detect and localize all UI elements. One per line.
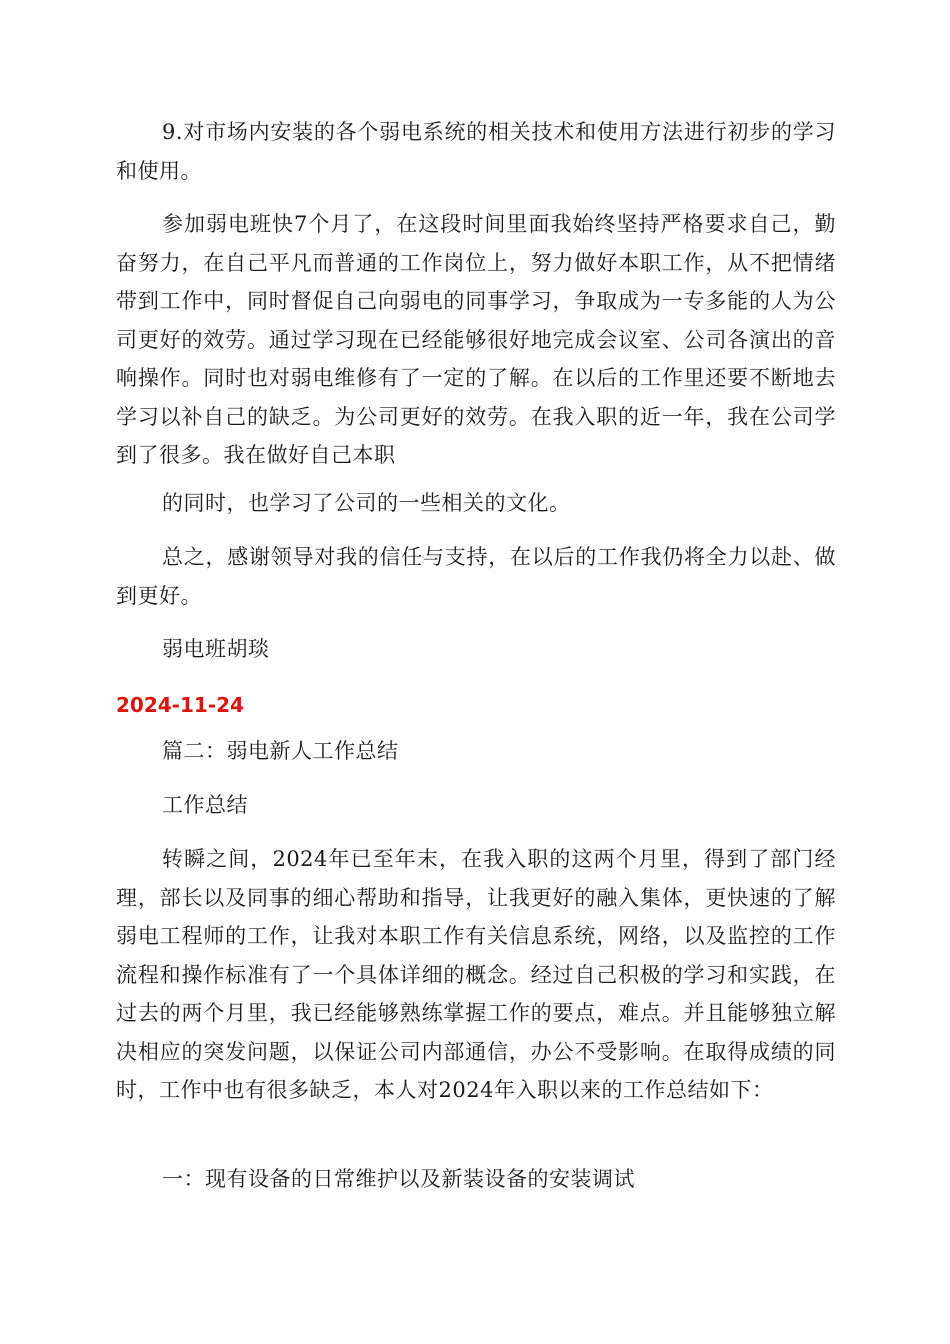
paragraph-conclusion: 总之，感谢领导对我的信任与支持，在以后的工作我仍将全力以赴、做到更好。 — [116, 545, 836, 608]
paragraph-work-experience: 参加弱电班快7个月了，在这段时间里面我始终坚持严格要求自己，勤奋努力，在自己平凡而普通的工作岗位上，努力做好本职工作，从不把情绪带到工作中，同时督促自己向弱电的同事学习，争取成为一专多能的人为公司更好的效劳。通过学习现在已经能够很好地完成会议室、公司各演出的音响操作。同时也对弱电维修有了一定的了解。在以后的工作里还要不断地去学习以补自己的缺乏。为公司更好的效劳。在我入职的近一年，我在公司学到了很多。我在做好自己本职 — [116, 212, 836, 467]
paragraph-company-culture: 的同时，也学习了公司的一些相关的文化。 — [162, 491, 571, 515]
section-2-subtitle: 工作总结 — [162, 793, 248, 817]
signature: 弱电班胡琰 — [162, 637, 270, 661]
paragraph-work-summary: 转瞬之间，2024年已至年末，在我入职的这两个月里，得到了部门经理，部长以及同事的细心帮助和指导，让我更好的融入集体，更快速的了解弱电工程师的工作，让我对本职工作有关信息系统，网络，以及监控的工作流程和操作标准有了一个具体详细的概念。经过自己积极的学习和实践，在过去的两个月里，我已经能够熟练掌握工作的要点，难点。并且能够独立解决相应的突发问题，以保证公司内部通信，办公不受影响。在取得成绩的同时，工作中也有很多缺乏，本人对2024年入职以来的工作总结如下： — [116, 847, 836, 1102]
heading-equipment-maintenance: 一：现有设备的日常维护以及新装设备的安装调试 — [162, 1167, 635, 1191]
date-line: 2024-11-24 — [116, 693, 244, 717]
section-2-title: 篇二：弱电新人工作总结 — [162, 739, 399, 763]
paragraph-item-9: 9.对市场内安装的各个弱电系统的相关技术和使用方法进行初步的学习和使用。 — [116, 120, 836, 183]
